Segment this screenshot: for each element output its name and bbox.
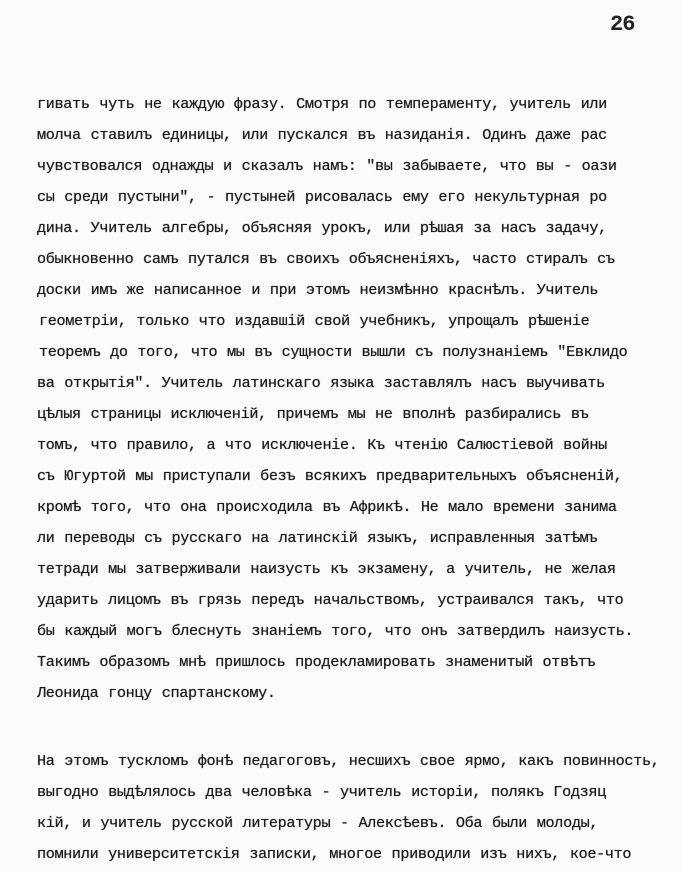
text-line: съ Югуртой мы приступали безъ всякихъ предварительныхъ объясненій, <box>37 467 623 485</box>
text-line: Леонида гонцу спартанскому. <box>37 684 276 702</box>
page-number: 26 <box>610 12 635 37</box>
paragraph-2 <box>0 746 659 870</box>
text-line: томъ, что правило, а что исключеніе. Къ чтенію Салюстіевой войны <box>37 436 607 454</box>
text-line: чувствовался однажды и сказалъ намъ: "вы забываете, что вы - оази <box>37 157 617 175</box>
text-line: гивать чуть не каждую фразу. Смотря по темпераменту, учитель или <box>37 95 607 113</box>
paragraph-1 <box>0 89 633 709</box>
text-line: ударить лицомъ въ грязь передъ начальствомъ, устраивался такъ, что <box>37 591 624 609</box>
text-line: ва открытія". Учитель латинскаго языка заставлялъ насъ выучивать <box>37 374 605 392</box>
text-line: Такимъ образомъ мнѣ пришлось продекламировать знаменитый отвѣтъ <box>37 653 596 671</box>
text-line: помнили университетскія записки, многое приводили изъ нихъ, кое-что <box>37 845 632 863</box>
text-line: молча ставилъ единицы, или пускался въ назиданія. Одинъ даже рас <box>37 126 607 144</box>
text-line: ли переводы съ русскаго на латинскій языкъ, исправленныя затѣмъ <box>37 529 598 547</box>
text-line: бы каждый могъ блеснуть знаніемъ того, что онъ затвердилъ наизусть. <box>37 622 634 640</box>
text-line: цѣлыя страницы исключеній, причемъ мы не вполнѣ разбирались въ <box>37 405 589 423</box>
text-line: кій, и учитель русской литературы - Алексѣевъ. Оба были молоды, <box>37 814 599 832</box>
text-line: На этомъ тускломъ фонѣ педагоговъ, несшихъ свое ярмо, какъ повинность, <box>37 752 660 770</box>
text-line: дина. Учитель алгебры, объясняя урокъ, или рѣшая за насъ задачу, <box>37 219 607 237</box>
text-line: кромѣ того, что она происходила въ Африкѣ. Не мало времени занима <box>37 498 617 516</box>
text-line: доски имъ же написанное и при этомъ неизмѣнно краснѣлъ. Учитель <box>37 281 599 299</box>
text-line: тетради мы затверживали наизусть къ экзамену, а учитель, не желая <box>37 560 616 578</box>
text-line: сы среди пустыни", - пустыней рисовалась ему его некультурная ро <box>37 188 607 206</box>
text-line: геометріи, только что издавшій свой учебникъ, упрощалъ рѣшеніе <box>39 312 590 330</box>
text-line: выгодно выдѣлялось два человѣка - учитель исторіи, полякъ Годзяц <box>37 783 606 801</box>
text-line: обыкновенно самъ путался въ своихъ объясненіяхъ, часто стиралъ съ <box>37 250 615 268</box>
text-line: теоремъ до того, что мы въ сущности вышли съ полузнаніемъ "Евклидо <box>39 343 628 361</box>
